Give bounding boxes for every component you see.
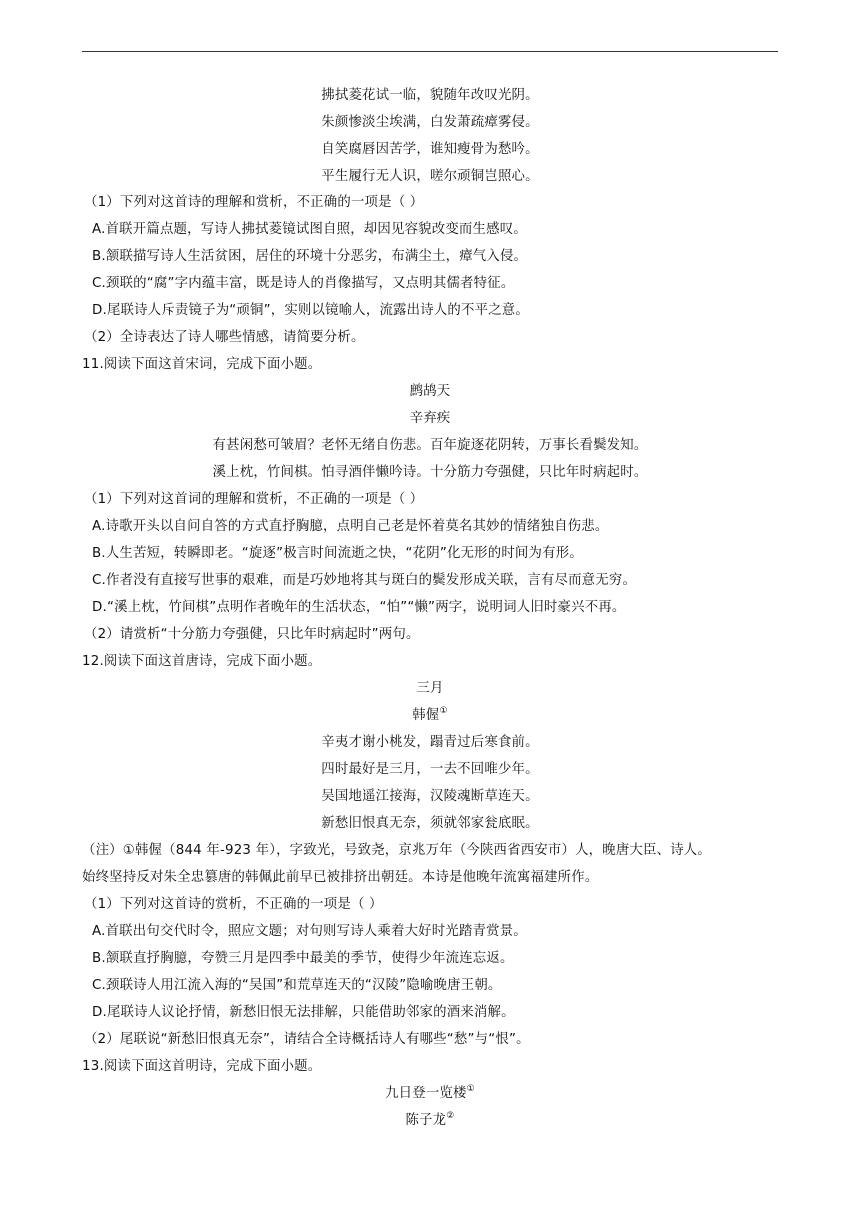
footnote-marker: ① bbox=[439, 706, 448, 716]
title-text: 九日登一览楼 bbox=[385, 1086, 467, 1101]
sub-question-1: （1）下列对这首诗的理解和赏析，不正确的一项是（ ） bbox=[84, 195, 424, 210]
option-b: B.颔联直抒胸臆，夸赞三月是四季中最美的季节，使得少年流连忘返。 bbox=[92, 951, 514, 966]
sub-question-1: （1）下列对这首诗的赏析，不正确的一项是（ ） bbox=[84, 897, 383, 912]
footnote-marker: ① bbox=[466, 1084, 475, 1094]
poem-title bbox=[0, 1084, 860, 1104]
footnote-continued: 始终坚持反对朱全忠篡唐的韩佩此前早已被排挤出朝廷。本诗是他晚年流寓福建所作。 bbox=[82, 870, 599, 885]
poem-line: 自笑腐唇因苦学，谁知瘦骨为愁吟。 bbox=[321, 142, 539, 157]
sub-question-1: （1）下列对这首词的理解和赏析，不正确的一项是（ ） bbox=[84, 492, 424, 507]
poem-title: 鹧鸪天 bbox=[409, 384, 451, 399]
option-d: D.“溪上枕，竹间棋”点明作者晚年的生活状态，“怕”“懒”两字，说明词人旧时豪兴不再。 bbox=[92, 600, 626, 615]
header-rule bbox=[82, 51, 778, 52]
sub-question-2: （2）请赏析“十分筋力夸强健，只比年时病起时”两句。 bbox=[84, 627, 420, 642]
poem-line: 有甚闲愁可皱眉？老怀无绪自伤悲。百年旋逐花阴转，万事长看鬓发知。 bbox=[212, 438, 648, 453]
option-a: A.首联开篇点题，写诗人拂拭菱镜试图自照，却因见容貌改变而生感叹。 bbox=[92, 222, 527, 237]
question-11-stem: 11.阅读下面这首宋词，完成下面小题。 bbox=[82, 357, 322, 372]
poem-line: 辛夷才谢小桃发，蹋青过后寒食前。 bbox=[321, 735, 539, 750]
poem-title: 三月 bbox=[416, 681, 444, 696]
question-13-stem: 13.阅读下面这首明诗，完成下面小题。 bbox=[82, 1059, 322, 1074]
option-c: C.作者没有直接写世事的艰难，而是巧妙地将其与斑白的鬓发形成关联，言有尽而意无穷。 bbox=[92, 573, 637, 588]
poem-line: 平生履行无人识，嗟尔顽铜岂照心。 bbox=[321, 169, 539, 184]
author-name: 韩偓 bbox=[412, 708, 440, 723]
poem-line: 朱颜惨淡尘埃满，白发萧疏瘴雾侵。 bbox=[321, 115, 539, 130]
author-name: 陈子龙 bbox=[405, 1113, 447, 1128]
question-12-stem: 12.阅读下面这首唐诗，完成下面小题。 bbox=[82, 654, 322, 669]
sub-question-2: （2）全诗表达了诗人哪些情感，请简要分析。 bbox=[84, 330, 365, 345]
poem-line: 新愁旧恨真无奈，须就邻家瓮底眠。 bbox=[321, 816, 539, 831]
option-d: D.尾联诗人斥责镜子为“顽铜”，实则以镜喻人，流露出诗人的不平之意。 bbox=[92, 303, 529, 318]
footnote: （注）①韩偓（844 年-923 年），字致光，号致尧，京兆万年（今陕西省西安市）人，晚唐大臣、诗人。 bbox=[82, 843, 711, 858]
poem-line: 溪上枕，竹间棋。怕寻酒伴懒吟诗。十分筋力夸强健，只比年时病起时。 bbox=[212, 465, 648, 480]
option-c: C.颈联诗人用江流入海的“吴国”和荒草连天的“汉陵”隐喻晚唐王朝。 bbox=[92, 978, 502, 993]
poem-author bbox=[0, 1111, 860, 1131]
poem-author bbox=[0, 706, 860, 726]
poem-line: 拂拭菱花试一临，貌随年改叹光阴。 bbox=[321, 88, 539, 103]
poem-author: 辛弃疾 bbox=[409, 411, 451, 426]
sub-question-2: （2）尾联说“新愁旧恨真无奈”，请结合全诗概括诗人有哪些“愁”与“恨”。 bbox=[84, 1032, 530, 1047]
option-b: B.颔联描写诗人生活贫困，居住的环境十分恶劣，布满尘土，瘴气入侵。 bbox=[92, 249, 528, 264]
option-b: B.人生苦短，转瞬即老。“旋逐”极言时间流逝之快，“花阴”化无形的时间为有形。 bbox=[92, 546, 583, 561]
option-a: A.首联出句交代时令，照应文题；对句则写诗人乘着大好时光踏青赏景。 bbox=[92, 924, 527, 939]
option-d: D.尾联诗人议论抒情，新愁旧恨无法排解，只能借助邻家的酒来消解。 bbox=[92, 1005, 515, 1020]
option-a: A.诗歌开头以自问自答的方式直抒胸臆，点明自己老是怀着莫名其妙的情绪独自伤悲。 bbox=[92, 519, 609, 534]
poem-line: 吴国地遥江接海，汉陵魂断草连天。 bbox=[321, 789, 539, 804]
option-c: C.颈联的“腐”字内蕴丰富，既是诗人的肖像描写，又点明其儒者特征。 bbox=[92, 276, 515, 291]
poem-line: 四时最好是三月，一去不回唯少年。 bbox=[321, 762, 539, 777]
footnote-marker: ② bbox=[446, 1111, 455, 1121]
